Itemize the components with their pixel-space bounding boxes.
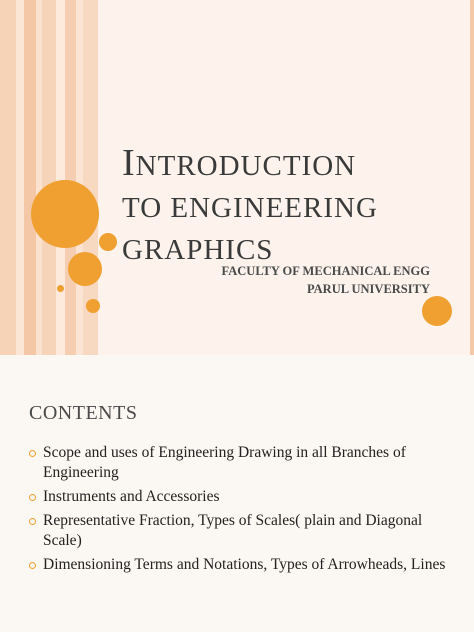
decorative-circle-right [422,296,452,326]
presentation-subtitle [222,262,430,298]
bullet-icon [29,494,36,501]
decorative-circle-small-2 [86,299,100,313]
presentation-title [122,142,378,271]
bullet-icon [29,518,36,525]
list-item: Scope and uses of Engineering Drawing in all Branches of Engineering [29,443,449,483]
title-line1-rest: NTRODUCTION [135,150,357,182]
decorative-circle-tiny [57,285,64,292]
contents-list [29,443,449,579]
title-initial: I [122,142,136,184]
contents-slide [0,355,474,632]
title-line3: GRAPHICS [122,234,274,266]
subtitle-faculty: FACULTY OF MECHANICAL ENGG [221,264,430,278]
contents-heading: CONTENTS [29,402,138,424]
decorative-circle-medium [68,252,102,286]
list-item: Representative Fraction, Types of Scales( plain and Diagonal Scale) [29,511,449,551]
title-line2: TO ENGINEERING [122,192,378,224]
bullet-icon [29,562,36,569]
subtitle-university: PARUL UNIVERSITY [306,282,430,296]
bullet-icon [29,450,36,457]
decorative-stripes [0,0,98,355]
list-item: Instruments and Accessories [29,487,449,507]
list-item: Dimensioning Terms and Notations, Types of Arrowheads, Lines [29,555,449,575]
decorative-circle-small [99,233,117,251]
decorative-circle-large [31,180,99,248]
right-accent-stripe [470,0,474,355]
